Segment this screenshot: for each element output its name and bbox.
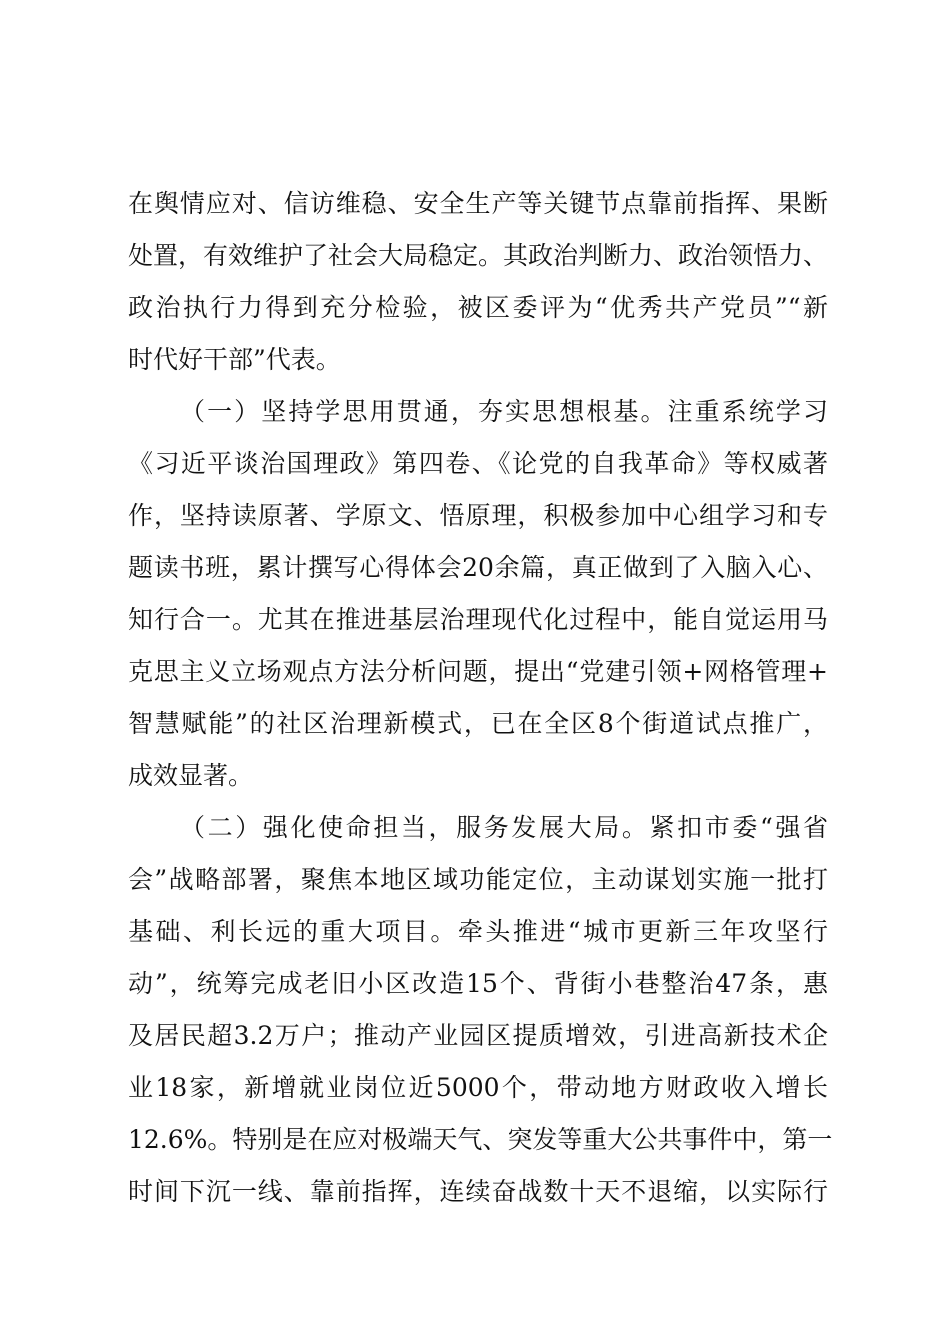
text-line: 题读书班，累计撰写心得体会20余篇，真正做到了入脑入心、	[128, 553, 828, 582]
text-line: 知行合一。尤其在推进基层治理现代化过程中，能自觉运用马	[128, 605, 828, 634]
text-line: 克思主义立场观点方法分析问题，提出“党建引领+网格管理+	[128, 657, 828, 686]
text-line: 在舆情应对、信访维稳、安全生产等关键节点靠前指挥、果断	[128, 189, 828, 218]
text-line: 作，坚持读原著、学原文、悟原理，积极参加中心组学习和专	[128, 501, 828, 530]
section-heading-line: （二）强化使命担当，服务发展大局。紧扣市委“强省	[180, 813, 828, 842]
text-line: 智慧赋能”的社区治理新模式，已在全区8个街道试点推广，	[128, 709, 828, 738]
section-heading-line: （一）坚持学思用贯通，夯实思想根基。注重系统学习	[180, 397, 828, 426]
text-line: 成效显著。	[128, 761, 254, 790]
text-line: 会”战略部署，聚焦本地区域功能定位，主动谋划实施一批打	[128, 865, 828, 894]
text-line: 业18家，新增就业岗位近5000个，带动地方财政收入增长	[128, 1073, 828, 1102]
text-line: 基础、利长远的重大项目。牵头推进“城市更新三年攻坚行	[128, 917, 828, 946]
text-line: 动”，统筹完成老旧小区改造15个、背街小巷整治47条，惠	[128, 969, 828, 998]
text-line: 处置，有效维护了社会大局稳定。其政治判断力、政治领悟力、	[128, 241, 829, 270]
text-line: 时间下沉一线、靠前指挥，连续奋战数十天不退缩，以实际行	[128, 1177, 828, 1206]
text-line: 政治执行力得到充分检验，被区委评为“优秀共产党员”“新	[128, 293, 828, 322]
text-line: 12.6%。特别是在应对极端天气、突发等重大公共事件中，第一	[128, 1125, 833, 1154]
text-line: 《习近平谈治国理政》第四卷、《论党的自我革命》等权威著	[128, 449, 828, 478]
text-line: 时代好干部”代表。	[128, 345, 341, 374]
text-line: 及居民超3.2万户；推动产业园区提质增效，引进高新技术企	[128, 1021, 828, 1050]
